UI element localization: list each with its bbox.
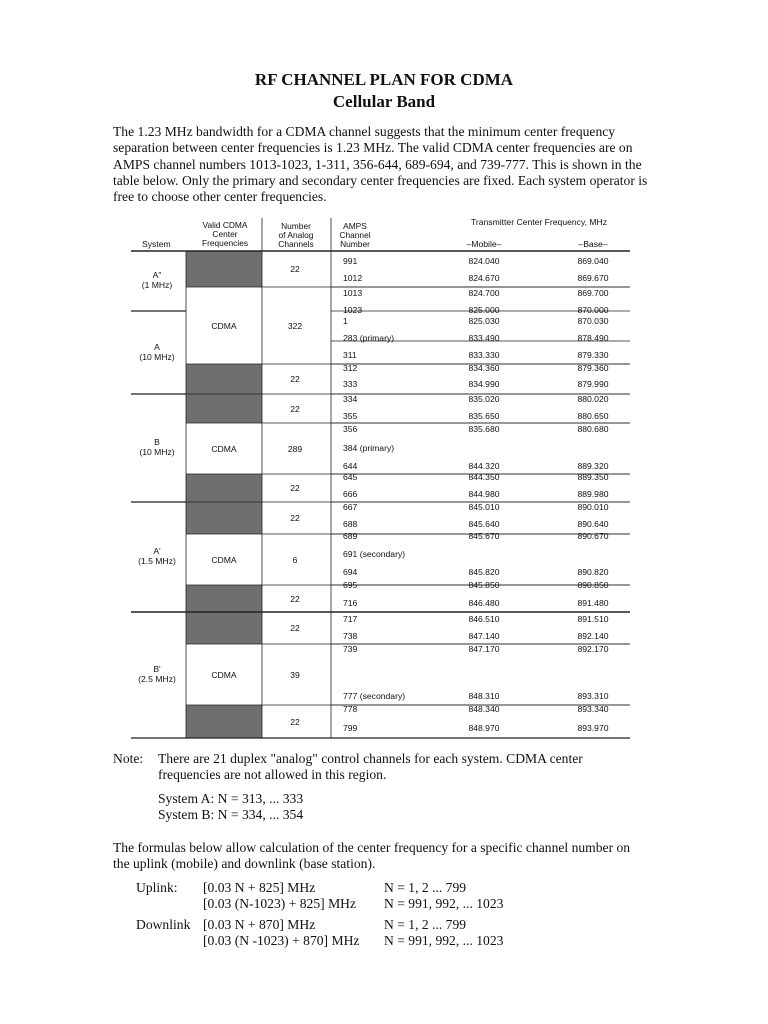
system-bandwidth: (1.5 MHz) (138, 556, 176, 566)
shaded-cell (186, 612, 262, 644)
mobile-frequency: 847.170 (468, 644, 500, 654)
base-frequency: 879.360 (577, 363, 609, 373)
base-frequency: 891.480 (577, 598, 609, 608)
mobile-frequency: 848.310 (468, 691, 500, 701)
formulas-intro-2: the uplink (mobile) and downlink (base station). (113, 856, 376, 871)
downlink-range-2: N = 991, 992, ... 1023 (384, 933, 504, 948)
valid-cdma-cell: CDMA (211, 669, 237, 680)
base-frequency: 879.990 (577, 379, 609, 389)
system-bandwidth: (10 MHz) (139, 351, 175, 362)
channel-number: 355 (343, 411, 358, 421)
channel-number: 356 (343, 424, 358, 434)
channel-number: 312 (343, 363, 358, 373)
base-frequency: 870.030 (577, 316, 609, 326)
channel-number: 1 (343, 316, 348, 326)
channel-number: 694 (343, 567, 358, 577)
channel-number: 716 (343, 598, 358, 608)
analog-count-cell: 22 (290, 593, 300, 604)
mobile-frequency: 845.670 (468, 531, 500, 541)
base-frequency: 893.310 (577, 691, 609, 701)
analog-count-cell: 39 (290, 669, 300, 680)
shaded-cell (186, 474, 262, 502)
channel-number: 691 (secondary) (343, 549, 406, 559)
channel-number: 717 (343, 614, 358, 624)
system-name: B (154, 437, 160, 447)
mobile-frequency: 835.680 (468, 424, 500, 434)
base-frequency: 869.700 (577, 288, 609, 298)
header-mobile: –Mobile– (466, 239, 502, 249)
page-subtitle: Cellular Band (332, 92, 436, 111)
base-frequency: 890.820 (577, 567, 609, 577)
header-amps-channel: AMPS Channel Number (339, 221, 371, 249)
base-frequency: 889.320 (577, 461, 609, 471)
base-frequency: 890.850 (577, 580, 609, 590)
mobile-frequency: 844.980 (468, 489, 500, 499)
base-frequency: 878.490 (577, 333, 609, 343)
note-line-1: There are 21 duplex "analog" control channels for each system. CDMA center (158, 751, 583, 766)
channel-number: 644 (343, 461, 358, 471)
base-frequency: 870.000 (577, 305, 609, 315)
channel-number: 334 (343, 394, 358, 404)
shaded-cell (186, 364, 262, 394)
note-system-b: System B: N = 334, ... 354 (158, 807, 304, 822)
base-frequency: 893.340 (577, 704, 609, 714)
mobile-frequency: 845.010 (468, 502, 500, 512)
shaded-cell (186, 251, 262, 287)
mobile-frequency: 834.360 (468, 363, 500, 373)
channel-number: 689 (343, 531, 358, 541)
system-bandwidth: (10 MHz) (139, 447, 175, 457)
header-valid-cdma: Valid CDMA Center Frequencies (201, 220, 249, 248)
intro-paragraph: The 1.23 MHz bandwidth for a CDMA channel suggests that the minimum center frequency separation between center frequencies is 1.23 MHz. The valid CDMA center frequencies are on AMPS channel numbers 1013-1023, 1-311, 356-644, 689-694, and 739-777. This is shown in the table below. Only the primary and secondary center frequencies are fixed. Each system operator is free to choose other center frequencies. (113, 124, 648, 205)
shaded-cell (186, 502, 262, 534)
channel-number: 777 (secondary) (343, 691, 406, 701)
mobile-frequency: 846.510 (468, 614, 500, 624)
uplink-formula-1: [0.03 N + 825] MHz (203, 880, 316, 895)
channel-number: 738 (343, 631, 358, 641)
base-frequency: 889.350 (577, 472, 609, 482)
base-frequency: 880.680 (577, 424, 609, 434)
base-frequency: 889.980 (577, 489, 609, 499)
analog-count-cell: 22 (290, 264, 300, 274)
uplink-range-2: N = 991, 992, ... 1023 (384, 896, 504, 911)
uplink-label: Uplink: (136, 880, 178, 895)
base-frequency: 869.670 (577, 273, 609, 283)
analog-count-cell: 22 (290, 513, 300, 523)
system-bandwidth: (1 MHz) (141, 280, 173, 290)
mobile-frequency: 848.970 (468, 723, 500, 733)
channel-number: 384 (primary) (343, 443, 395, 453)
system-name: A' (153, 546, 161, 556)
valid-cdma-cell: CDMA (211, 443, 237, 454)
channel-number: 333 (343, 379, 358, 389)
mobile-frequency: 845.850 (468, 580, 500, 590)
base-frequency: 893.970 (577, 723, 609, 733)
channel-number: 688 (343, 519, 358, 529)
header-tx-frequency: Transmitter Center Frequency, MHz (470, 217, 608, 227)
analog-count-cell: 22 (290, 403, 300, 414)
valid-cdma-cell: CDMA (211, 320, 237, 331)
channel-number: 311 (343, 350, 357, 360)
base-frequency: 879.330 (577, 350, 609, 360)
mobile-frequency: 824.700 (468, 288, 500, 298)
system-name: B' (153, 664, 161, 674)
channel-number: 1013 (343, 288, 363, 298)
mobile-frequency: 825.000 (468, 305, 500, 315)
analog-count-cell: 22 (290, 374, 300, 384)
mobile-frequency: 833.330 (468, 350, 500, 360)
system-name: A" (152, 270, 162, 280)
mobile-frequency: 825.030 (468, 316, 500, 326)
mobile-frequency: 835.650 (468, 411, 500, 421)
header-system: System (142, 239, 171, 249)
formulas-intro-1: The formulas below allow calculation of the center frequency for a specific channel number on (113, 840, 631, 855)
valid-cdma-cell: CDMA (211, 554, 237, 565)
mobile-frequency: 833.490 (468, 333, 500, 343)
note-label: Note: (113, 751, 144, 766)
channel-number: 991 (343, 256, 358, 266)
downlink-label: Downlink (136, 917, 191, 932)
mobile-frequency: 844.320 (468, 461, 500, 471)
analog-count-cell: 22 (290, 623, 300, 633)
channel-number: 667 (343, 502, 358, 512)
mobile-frequency: 824.670 (468, 273, 500, 283)
channel-number: 695 (343, 580, 358, 590)
base-frequency: 890.010 (577, 502, 609, 512)
channel-number: 799 (343, 723, 358, 733)
page-title: RF CHANNEL PLAN FOR CDMA (254, 70, 514, 89)
base-frequency: 891.510 (577, 614, 609, 624)
note-system-a: System A: N = 313, ... 333 (158, 791, 304, 806)
channel-number: 739 (343, 644, 358, 654)
base-frequency: 869.040 (577, 256, 609, 266)
shaded-cell (186, 394, 262, 423)
base-frequency: 890.640 (577, 519, 609, 529)
header-number-analog: Number of Analog Channels (278, 221, 314, 249)
base-frequency: 892.140 (577, 631, 609, 641)
base-frequency: 892.170 (577, 644, 609, 654)
analog-count-cell: 22 (290, 483, 300, 493)
channel-number: 1023 (343, 305, 363, 315)
downlink-range-1: N = 1, 2 ... 799 (384, 917, 467, 932)
channel-number: 778 (343, 704, 358, 714)
base-frequency: 890.670 (577, 531, 609, 541)
mobile-frequency: 834.990 (468, 379, 500, 389)
mobile-frequency: 824.040 (468, 256, 500, 266)
mobile-frequency: 848.340 (468, 704, 500, 714)
uplink-formula-2: [0.03 (N-1023) + 825] MHz (203, 896, 357, 911)
mobile-frequency: 847.140 (468, 631, 500, 641)
mobile-frequency: 845.820 (468, 567, 500, 577)
shaded-cell (186, 585, 262, 612)
mobile-frequency: 844.350 (468, 472, 500, 482)
mobile-frequency: 845.640 (468, 519, 500, 529)
mobile-frequency: 846.480 (468, 598, 500, 608)
base-frequency: 880.020 (577, 394, 609, 404)
channel-number: 666 (343, 489, 358, 499)
analog-count-cell: 6 (292, 554, 298, 565)
uplink-range-1: N = 1, 2 ... 799 (384, 880, 467, 895)
analog-count-cell: 322 (287, 320, 303, 331)
base-frequency: 880.650 (577, 411, 609, 421)
channel-number: 645 (343, 472, 358, 482)
channel-number: 1012 (343, 273, 363, 283)
header-base: –Base– (578, 239, 608, 249)
analog-count-cell: 289 (287, 443, 303, 454)
downlink-formula-2: [0.03 (N -1023) + 870] MHz (203, 933, 360, 948)
system-name: A (154, 341, 160, 352)
note-line-2: frequencies are not allowed in this region. (158, 767, 387, 782)
mobile-frequency: 835.020 (468, 394, 500, 404)
channel-number: 283 (primary) (343, 333, 395, 343)
downlink-formula-1: [0.03 N + 870] MHz (203, 917, 316, 932)
shaded-cell (186, 705, 262, 738)
system-bandwidth: (2.5 MHz) (138, 674, 176, 684)
analog-count-cell: 22 (290, 716, 300, 727)
